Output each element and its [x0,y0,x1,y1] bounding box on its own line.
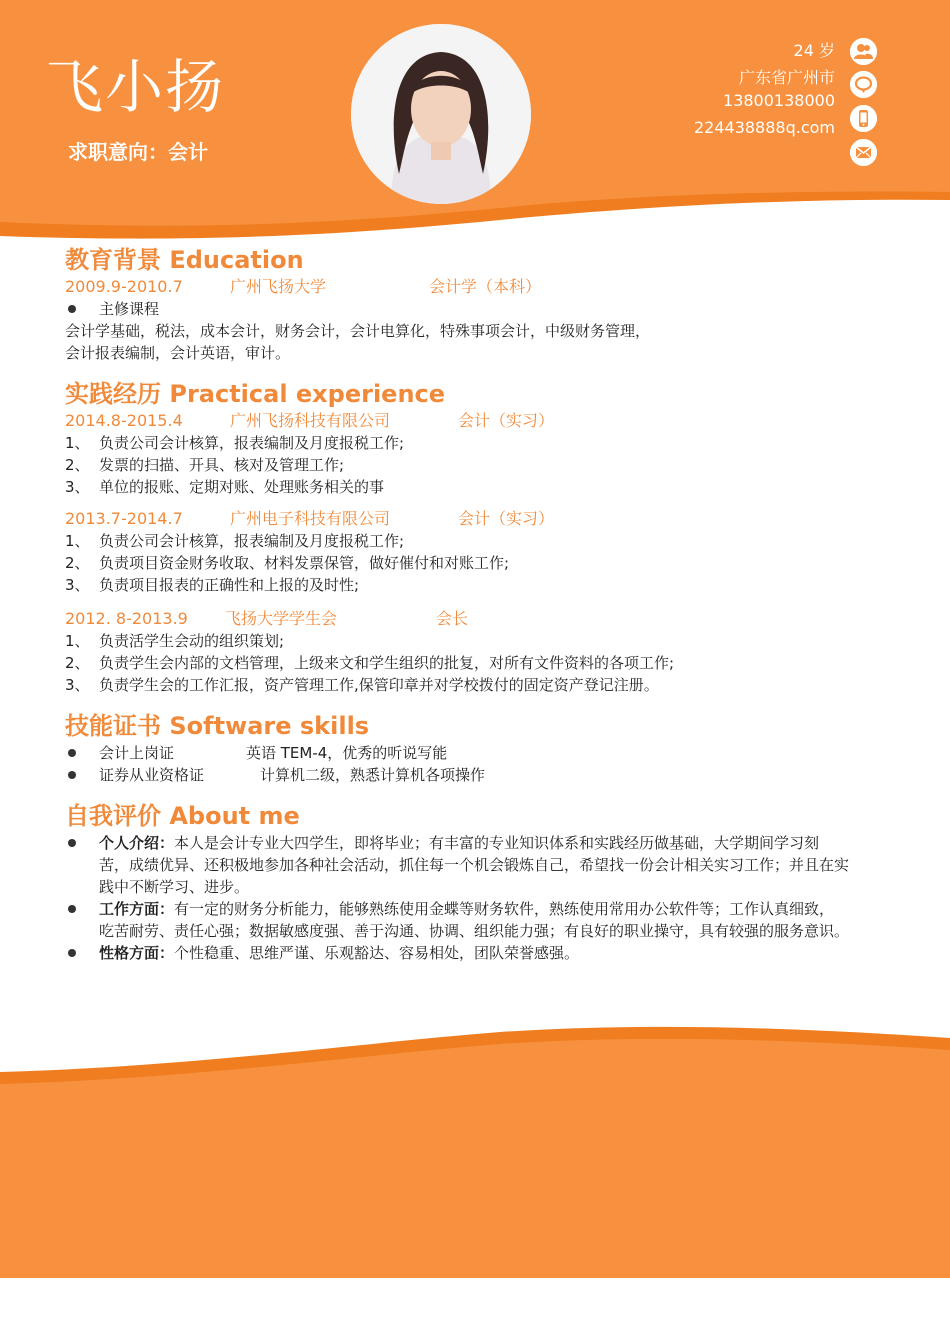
contact-email: 224438888q.com [693,118,835,137]
item-number: 3、 [65,478,90,496]
job-2-period: 2013.7-2014.7 [65,509,183,528]
item-text: 单位的报账、定期对账、处理账务相关的事 [99,478,385,496]
item-number: 1、 [65,434,90,452]
item-text: 负责项目资金财务收取、材料发票保管，做好催付和对账工作; [99,554,510,572]
about-item-intro [65,832,849,898]
item-text: 负责学生会的工作汇报，资产管理工作,保管印章并对学校拨付的固定资产登记注册。 [99,676,659,694]
course-label: 主修课程 [65,298,865,320]
education-title: 教育背景 Education [65,246,304,274]
resume-content [65,244,865,964]
job-objective: 求职意向：会计 [68,140,208,164]
education-period: 2009.9-2010.7 [65,277,183,296]
item-number: 1、 [65,632,90,650]
about-text: 个性稳重、思维严谨、乐观豁达、容易相处，团队荣誉感强。 [174,944,580,962]
job-3-meta [65,608,865,630]
education-school: 广州飞扬大学 [230,277,327,296]
about-label: 个人介绍： [99,834,175,852]
job-2-item-2 [65,552,865,574]
courses-line-1: 会计学基础，税法，成本会计，财务会计，会计电算化，特殊事项会计，中级财务管理， [65,322,651,340]
item-number: 3、 [65,576,90,594]
skills-title: 技能证书 Software skills [65,712,370,740]
experience-title: 实践经历 Practical experience [65,380,446,408]
item-text: 负责公司会计核算，报表编制及月度报税工作; [99,532,405,550]
item-number: 2、 [65,654,90,672]
user-icon [850,38,877,65]
footer-wave-background [0,1020,950,1344]
education-meta [65,276,865,298]
job-1-org: 广州飞扬科技有限公司 [230,411,391,430]
job-1-meta [65,410,865,432]
about-label: 性格方面： [99,944,175,962]
skill-cert: 证券从业资格证 [99,766,205,784]
contact-phone: 13800138000 [723,91,835,110]
about-title: 自我评价 About me [65,802,300,830]
job-2-role: 会计（实习） [458,509,555,528]
skill-row-1 [65,742,865,764]
job-3-role: 会长 [436,609,469,628]
job-3-item-1 [65,630,865,652]
job-3-item-3 [65,674,865,696]
job-3-org: 飞扬大学学生会 [225,609,338,628]
job-1-item-1 [65,432,865,454]
job-1-item-2 [65,454,865,476]
item-text: 负责公司会计核算，报表编制及月度报税工作; [99,434,405,452]
skill-detail: 计算机二级，熟悉计算机各项操作 [260,766,486,784]
item-text: 负责活学生会动的组织策划; [99,632,285,650]
item-number: 2、 [65,456,90,474]
skill-detail: 英语 TEM-4，优秀的听说写能 [246,744,448,762]
contact-location: 广东省广州市 [738,68,835,87]
skill-row-2 [65,764,865,786]
job-2-item-1 [65,530,865,552]
profile-photo [351,24,531,204]
about-text: 本人是会计专业大四学生，即将毕业；有丰富的专业知识体系和实践经历做基础，大学期间学习刻苦，成绩优异、还积极地参加各种社会活动，抓住每一个机会锻炼自己，希望找一份会计相关实习工作；并且在实践中不断学习、进步。 [99,834,850,896]
about-item-work [65,898,849,942]
contact-age: 24 岁 [793,41,835,60]
job-1-item-3 [65,476,865,498]
job-1-role: 会计（实习） [458,411,555,430]
job-3-period: 2012. 8-2013.9 [65,609,188,628]
item-text: 负责项目报表的正确性和上报的及时性; [99,576,360,594]
mail-icon [850,139,877,166]
item-number: 3、 [65,676,90,694]
about-text: 有一定的财务分析能力，能够熟练使用金蝶等财务软件，熟练使用常用办公软件等；工作认真细致，吃苦耐劳、责任心强；数据敏感度强、善于沟通、协调、组织能力强；有良好的职业操守，具有较强的服务意识。 [99,900,850,940]
item-number: 1、 [65,532,90,550]
job-2-org: 广州电子科技有限公司 [230,509,391,528]
courses-line-2: 会计报表编制，会计英语，审计。 [65,344,291,362]
item-text: 发票的扫描、开具、核对及管理工作; [99,456,345,474]
job-2-meta [65,508,865,530]
job-3-item-2 [65,652,865,674]
job-1-period: 2014.8-2015.4 [65,411,183,430]
about-label: 工作方面： [99,900,175,918]
about-item-personality [65,942,849,964]
item-number: 2、 [65,554,90,572]
candidate-name: 飞小扬 [45,53,226,121]
item-text: 负责学生会内部的文档管理，上级来文和学生组织的批复，对所有文件资料的各项工作; [99,654,675,672]
phone-icon [850,105,877,132]
chat-icon [850,71,877,98]
education-major: 会计学（本科） [429,277,542,296]
job-2-item-3 [65,574,865,596]
skill-cert: 会计上岗证 [99,744,175,762]
